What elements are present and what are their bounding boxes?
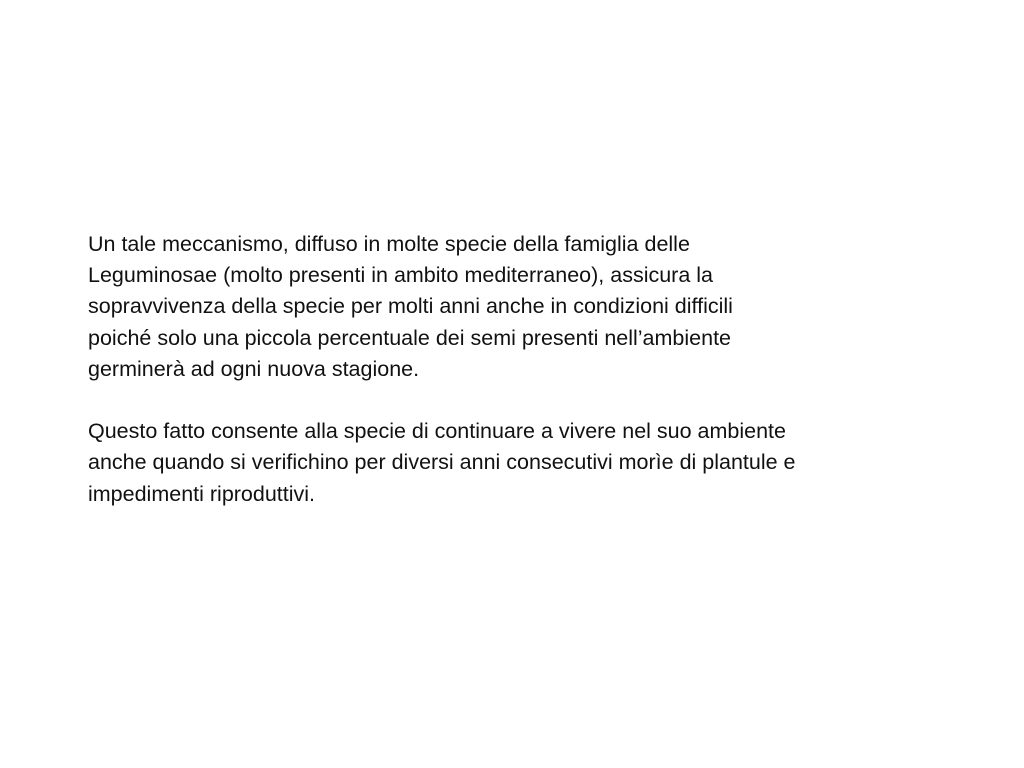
text-line: impedimenti riproduttivi.: [88, 481, 316, 506]
text-line: Questo fatto consente alla specie di continuare a vivere nel suo ambiente: [88, 419, 786, 444]
text-line: poiché solo una piccola percentuale dei semi presenti nell’ambiente: [88, 325, 732, 350]
slide-body-text: [88, 229, 968, 510]
paragraph-seed-mechanism: [88, 229, 968, 385]
text-line: sopravvivenza della specie per molti anni anche in condizioni difficili: [88, 294, 733, 319]
text-line: anche quando si verifichino per diversi anni consecutivi morìe di plantule e: [88, 450, 796, 475]
text-line: Un tale meccanismo, diffuso in molte specie della famiglia delle: [88, 232, 690, 256]
text-line: Leguminosae (molto presenti in ambito mediterraneo), assicura la: [88, 263, 714, 288]
paragraph-species-survival: [88, 416, 968, 510]
text-line: germinerà ad ogni nuova stagione.: [88, 356, 420, 381]
